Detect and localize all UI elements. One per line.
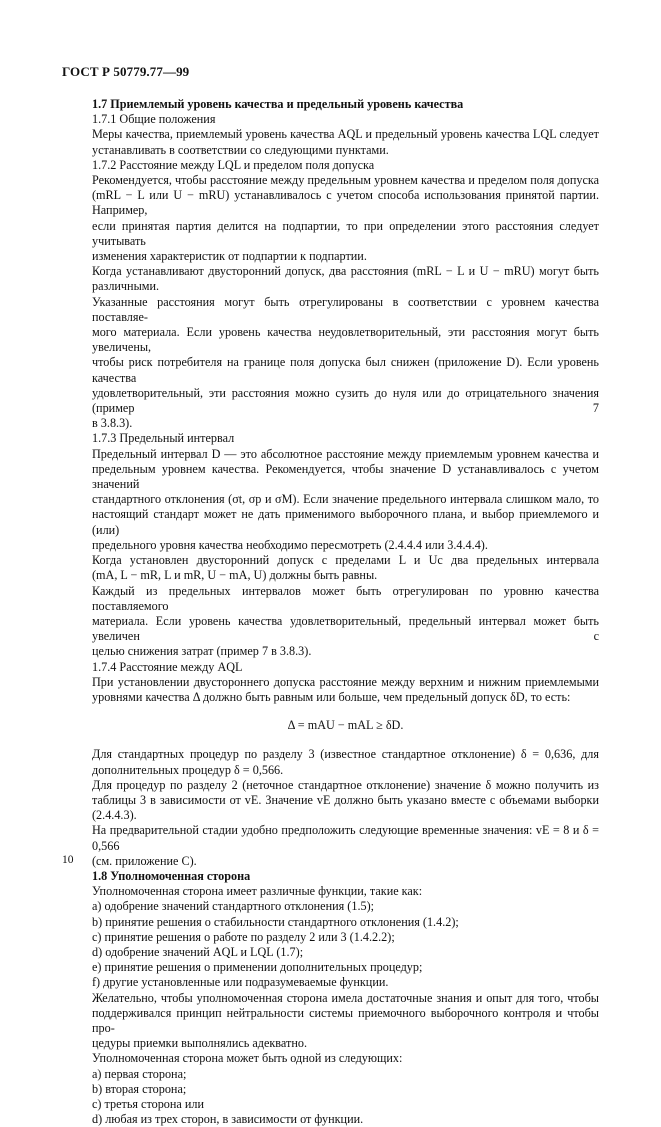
text-line: f) другие установленные или подразумеваемые функции. <box>92 975 389 990</box>
text-line: Для стандартных процедур по разделу 3 (известное стандартное отклонение) δ = 0,636, для <box>92 747 599 762</box>
section-heading: 1.8 Уполномоченная сторона <box>92 868 251 883</box>
section-heading: 1.7 Приемлемый уровень качества и предельный уровень качества <box>92 97 464 111</box>
text-line: Каждый из предельных интервалов может быть отрегулирован по уровню качества поставляемого <box>92 583 599 613</box>
text-line: b) принятие решения о стабильности стандартного отклонения (1.4.2); <box>92 914 459 929</box>
text-line: b) вторая сторона; <box>92 1081 187 1096</box>
text-line: Уполномоченная сторона может быть одной из следующих: <box>92 1051 403 1066</box>
text-line: Рекомендуется, чтобы расстояние между предельным уровнем качества и пределом поля допуска <box>92 173 599 188</box>
text-line: различными. <box>92 279 160 294</box>
page-number: 10 <box>62 854 74 866</box>
text-line: поддерживался принцип нейтральности системы приемочного выборочного контроля и чтобы про- <box>92 1005 599 1035</box>
text-line: При установлении двустороннего допуска расстояние между верхним и нижним приемлемыми <box>92 674 599 689</box>
text-line: Когда устанавливают двусторонний допуск, два расстояния (mRL − L и U − mRU) могут быть <box>92 264 599 279</box>
text-line: Когда установлен двусторонний допуск с пределами L и Uс два предельных интервала <box>92 553 599 568</box>
text-line: Уполномоченная сторона имеет различные функции, такие как: <box>92 884 423 899</box>
formula: Δ = mAU − mAL ≥ δD. <box>287 718 404 733</box>
text-line: Желательно, чтобы уполномоченная сторона имела достаточные знания и опыт для того, чтобы <box>92 990 599 1005</box>
text-line: d) любая из трех сторон, в зависимости от функции. <box>92 1112 364 1127</box>
text-line: 1.7.1 Общие положения <box>92 112 216 127</box>
text-line: материала. Если уровень качества удовлетворительный, предельный интервал может быть увеличен с <box>92 613 599 644</box>
text-line: таблицы 3 в зависимости от vE. Значение vE должно быть указано вместе с объемами выборки (2.4.4.3). <box>92 792 599 823</box>
text-line: c) принятие решения о работе по разделу 2 или 3 (1.4.2.2); <box>92 929 395 944</box>
text-line: c) третья сторона или <box>92 1097 204 1111</box>
text-line: a) первая сторона; <box>92 1066 187 1081</box>
text-line: изменения характеристик от подпартии к подпартии. <box>92 249 367 264</box>
text-line: Указанные расстояния могут быть отрегулированы в соответствии с уровнем качества поставляе- <box>92 294 599 324</box>
text-line: Меры качества, приемлемый уровень качества AQL и предельный уровень качества LQL следует <box>92 127 599 142</box>
text-line: d) одобрение значений AQL и LQL (1.7); <box>92 944 304 959</box>
text-line: мого материала. Если уровень качества неудовлетворительный, эти расстояния могут быть увеличены, <box>92 325 599 355</box>
text-line: (mA, L − mR, L и mR, U − mA, U) должны быть равны. <box>92 568 378 583</box>
text-line: устанавливать в соответствии со следующими пунктами. <box>92 142 389 157</box>
document-body <box>92 97 599 1127</box>
text-line: (mRL − L или U − mRU) устанавливалось с учетом способа использования принятой партии. Например, <box>92 188 599 218</box>
text-line: Предельный интервал D — это абсолютное расстояние между приемлемым уровнем качества и <box>92 446 599 461</box>
standard-header: ГОСТ Р 50779.77—99 <box>62 64 190 79</box>
text-line: (см. приложение С). <box>92 853 197 868</box>
text-line: 1.7.2 Расстояние между LQL и пределом поля допуска <box>92 157 375 172</box>
text-line: удовлетворительный, эти расстояния можно сузить до нуля или до отрицательного значения (пример 7 <box>92 385 599 416</box>
text-line: На предварительной стадии удобно предположить следующие временные значения: vE = 8 и δ = 0,566 <box>92 823 599 853</box>
text-line: предельного уровня качества необходимо пересмотреть (2.4.4.4 или 3.4.4.4). <box>92 537 488 552</box>
text-line: Для процедур по разделу 2 (неточное стандартное отклонение) значение δ можно получить из <box>92 777 599 792</box>
text-line: 1.7.4 Расстояние между AQL <box>92 659 243 674</box>
text-line: цедуры приемки выполнялись адекватно. <box>92 1036 307 1051</box>
text-line: в 3.8.3). <box>92 416 133 431</box>
text-line: 1.7.3 Предельный интервал <box>92 431 235 446</box>
text-line: если принятая партия делится на подпартии, то при определении этого расстояния следует учитывать <box>92 218 599 248</box>
text-line: a) одобрение значений стандартного отклонения (1.5); <box>92 899 375 914</box>
text-line: целью снижения затрат (пример 7 в 3.8.3). <box>92 644 312 659</box>
text-line: чтобы риск потребителя на границе поля допуска был снижен (приложение D). Если уровень качества <box>92 355 599 385</box>
text-line: предельным уровнем качества. Рекомендуется, чтобы значение D устанавливалось с учетом значений <box>92 461 599 492</box>
text-line: уровнями качества Δ должно быть равным или больше, чем предельный допуск δD, то есть: <box>92 689 571 704</box>
text-line: настоящий стандарт может не дать применимого выборочного плана, и выбор приемлемого и (или) <box>92 507 599 537</box>
text-line: дополнительных процедур δ = 0,566. <box>92 762 284 777</box>
text-line: e) принятие решения о применении дополнительных процедур; <box>92 960 423 975</box>
text-line: стандартного отклонения (σt, σp и σM). Если значение предельного интервала слишком мало, то <box>92 492 599 507</box>
